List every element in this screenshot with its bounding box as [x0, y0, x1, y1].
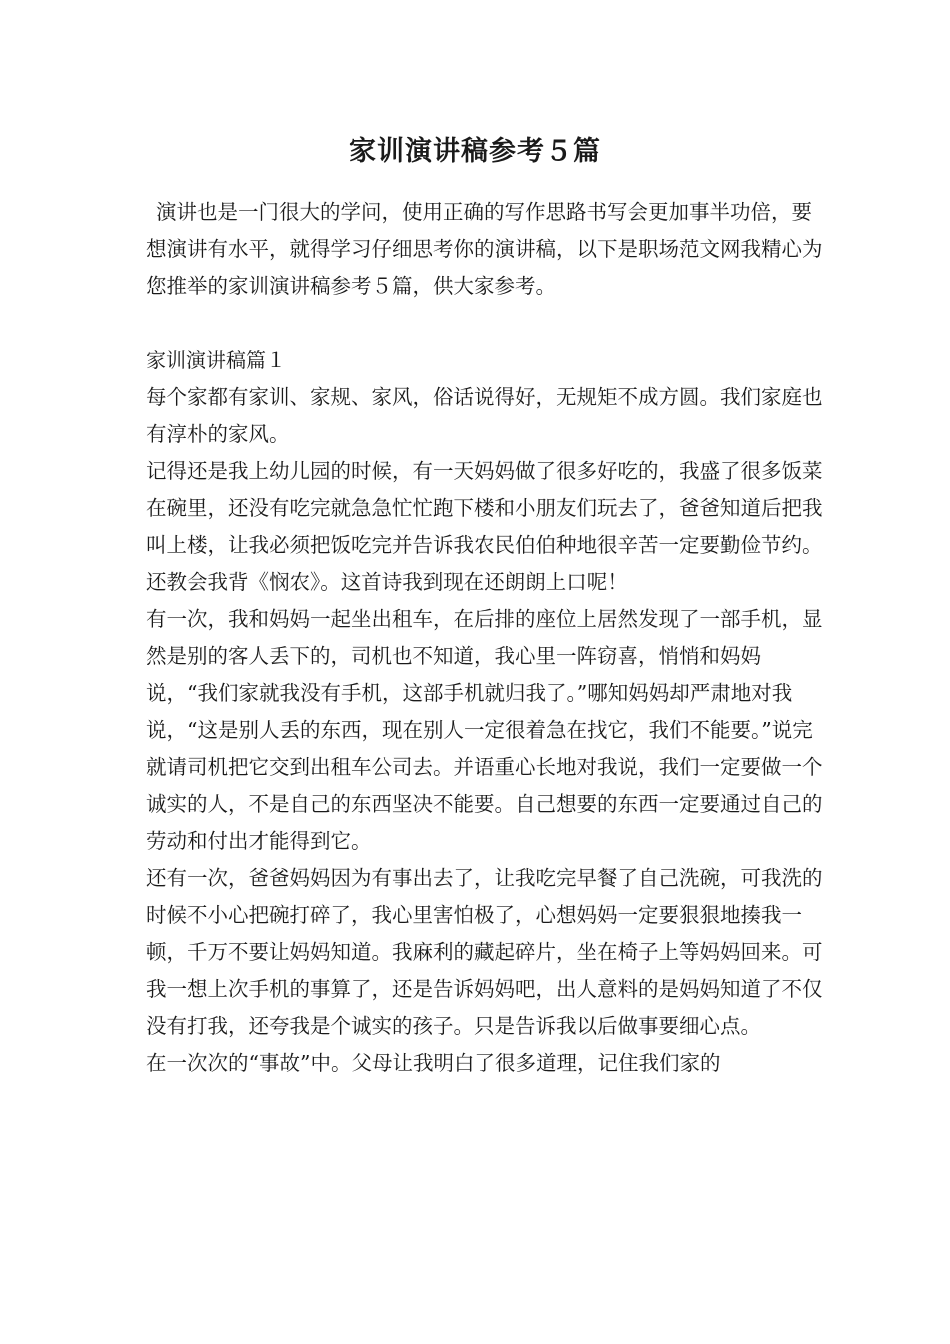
intro-paragraph: 演讲也是一门很大的学问，使用正确的写作思路书写会更加事半功倍，要想演讲有水平，就得学习仔细思考你的演讲稿，以下是职场范文网我精心为您推举的家训演讲稿参考５篇，供大家参考。: [146, 200, 823, 298]
document-title: 家训演讲稿参考５篇: [349, 136, 601, 167]
body-paragraph: 有一次，我和妈妈一起坐出租车，在后排的座位上居然发现了一部手机，显然是别的客人丢下的，司机也不知道，我心里一阵窃喜，悄悄和妈妈说，“我们家就我没有手机，这部手机就归我了。”哪知妈妈却严肃地对我说，“这是别人丢的东西，现在别人一定很着急在找它，我们不能要。”说完就请司机把它交到出租车公司去。并语重心长地对我说，我们一定要做一个诚实的人，不是自己的东西坚决不能要。自己想要的东西一定要通过自己的劳动和付出才能得到它。: [146, 607, 823, 853]
body-paragraph: 还有一次，爸爸妈妈因为有事出去了，让我吃完早餐了自己洗碗，可我洗的时候不小心把碗打碎了，我心里害怕极了，心想妈妈一定要狠狠地揍我一顿，千万不要让妈妈知道。我麻利的藏起碎片，坐在椅子上等妈妈回来。可我一想上次手机的事算了，还是告诉妈妈吧，出人意料的是妈妈知道了不仅没有打我，还夸我是个诚实的孩子。只是告诉我以后做事要细心点。: [146, 866, 823, 1038]
section-heading: 家训演讲稿篇１: [146, 348, 286, 372]
body-paragraph: 记得还是我上幼儿园的时候，有一天妈妈做了很多好吃的，我盛了很多饭菜在碗里，还没有吃完就急急忙忙跑下楼和小朋友们玩去了，爸爸知道后把我叫上楼，让我必须把饭吃完并告诉我农民伯伯种地很辛苦一定要勤俭节约。还教会我背《悯农》。这首诗我到现在还朗朗上口呢！: [146, 459, 823, 594]
document-body: [146, 194, 826, 1082]
body-paragraph: 在一次次的“事故”中。父母让我明白了很多道理，记住我们家的: [146, 1051, 721, 1075]
body-paragraph: 每个家都有家训、家规、家风，俗话说得好，无规矩不成方圆。我们家庭也有淳朴的家风。: [146, 385, 823, 446]
